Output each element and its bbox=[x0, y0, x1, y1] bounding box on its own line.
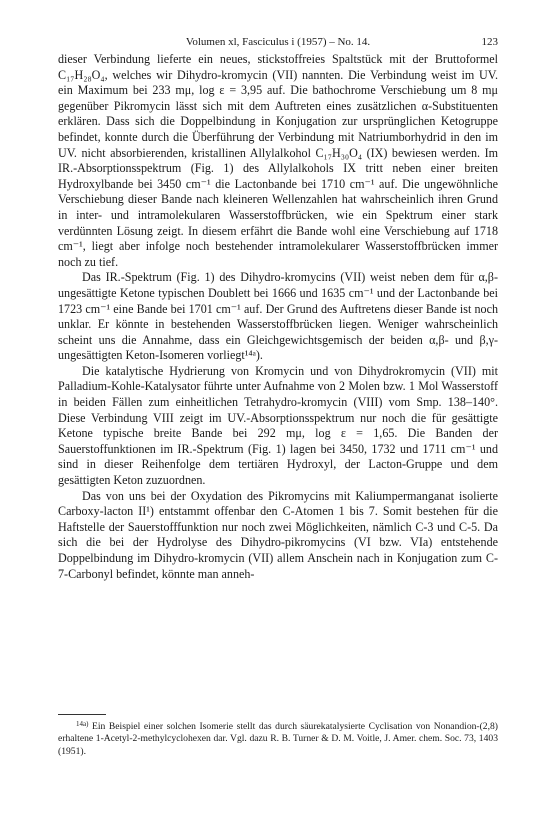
paragraph: dieser Verbindung lieferte ein neues, stickstoffreies Spaltstück mit der Bruttoformel C₁₇H₂₈O₄, welches wir Dihydro-kromycin (VII) nannten. Die Verbindung weist im UV. ein Maximum bei 233 mμ, log ε = 3,95 auf. Die bathochrome Verschiebung um 8 mμ gegenüber Pikromycin lässt sich mit dem Auftreten eines zusätzlichen α-Substituenten erklären. Dass sich die Doppelbindung in Konjugation zur ursprünglichen Ketogruppe befindet, konnte durch die Überführung der Verbindung mit Natriumborhydrid in den im UV. nicht absorbierenden, kristallinen Allylalkohol C₁₇H₃₀O₄ (IX) bewiesen werden. Im IR.-Absorptionsspektrum (Fig. 1) des Allylalkohols IX tritt neben einer breiten Hydroxylbande bei 3450 cm⁻¹ die Lactonbande bei 1710 cm⁻¹ auf. Die ungewöhnliche Verschiebung dieser Bande nach kleineren Wellenzahlen hat wahrscheinlich ihren Grund in inter- und intramolekularen Wasserstoffbrücken, wie ein Spektrum einer stark verdünnten Lösung zeigt. In diesem erfährt die Bande wohl eine Verschiebung auf 1718 cm⁻¹, liegt aber infolge noch bestehender intramolekularer Wasserstoffbrücken immer noch zu tief. bbox=[58, 52, 498, 269]
paragraph: Die katalytische Hydrierung von Kromycin und von Dihydrokromycin (VII) mit Palladium-Kohle-Katalysator führte unter Aufnahme von 2 Molen bzw. 1 Mol Wasserstoff in beiden Fällen zum einheitlichen Tetrahydro-kromycin (VIII) vom Smp. 138–140°. Diese Verbindung VIII zeigt im UV.-Absorptionsspektrum nur noch die für gesättigte Ketone typische breite Bande bei 292 mμ, log ε = 1,65. Die Banden der Sauerstoffunktionen im IR.-Spektrum (Fig. 1) lagen bei 3450, 1732 und 1711 cm⁻¹ und sind in dieser Reihenfolge dem tertiären Hydroxyl, der Lacton-Gruppe und dem gesättigten Keton zuzuordnen. bbox=[58, 363, 498, 488]
footnote-mark: 14a) bbox=[76, 720, 89, 728]
paragraph: Das IR.-Spektrum (Fig. 1) des Dihydro-kromycins (VII) weist neben dem für α,β-ungesättigte Ketone typischen Doublett bei 1666 und 1635 cm⁻¹ und der Lactonbande bei 1723 cm⁻¹ eine Bande bei 1701 cm⁻¹ auf. Der Grund des Auftretens dieser Bande ist noch unklar. Er könnte in bestehenden Wasserstoffbrücken liegen. Weniger wahrscheinlich scheint uns die Annahme, dass ein Gleichgewichtsgemisch der beiden α,β- und β,γ-ungesättigten Keton-Isomeren vorliegt¹⁴ᵃ). bbox=[58, 270, 498, 363]
footnote-text: Ein Beispiel einer solchen Isomerie stellt das durch säurekatalysierte Cyclisation von Nonandion-(2,8) erhaltene 1-Acetyl-2-methylcyclohexen dar. Vgl. dazu R. B. Turner & D. M. Voitle, J. Amer. chem. Soc. 73, 1403 (1951). bbox=[58, 721, 498, 757]
footnote bbox=[58, 718, 498, 758]
body-text bbox=[58, 52, 498, 582]
page-header bbox=[58, 34, 498, 50]
page-number: 123 bbox=[481, 36, 498, 48]
running-title: Volumen xl, Fasciculus i (1957) – No. 14. bbox=[185, 36, 371, 48]
footnote-rule bbox=[58, 714, 106, 715]
paragraph: Das von uns bei der Oxydation des Pikromycins mit Kaliumpermanganat isolierte Carboxy-lacton II¹) entstammt offenbar den C-Atomen 1 bis 7. Somit bestehen für die Haftstelle der Sauerstofffunktion nur noch zwei Möglichkeiten, nämlich C-3 und C-5. Da sich die bei der Hydrolyse des Dihydro-pikromycins (VI bzw. VIa) entstehende Doppelbindung im Dihydro-kromycin (VII) allem Anschein nach in Konjugation zum C-7-Carbonyl befindet, könnte man anneh- bbox=[58, 488, 498, 581]
